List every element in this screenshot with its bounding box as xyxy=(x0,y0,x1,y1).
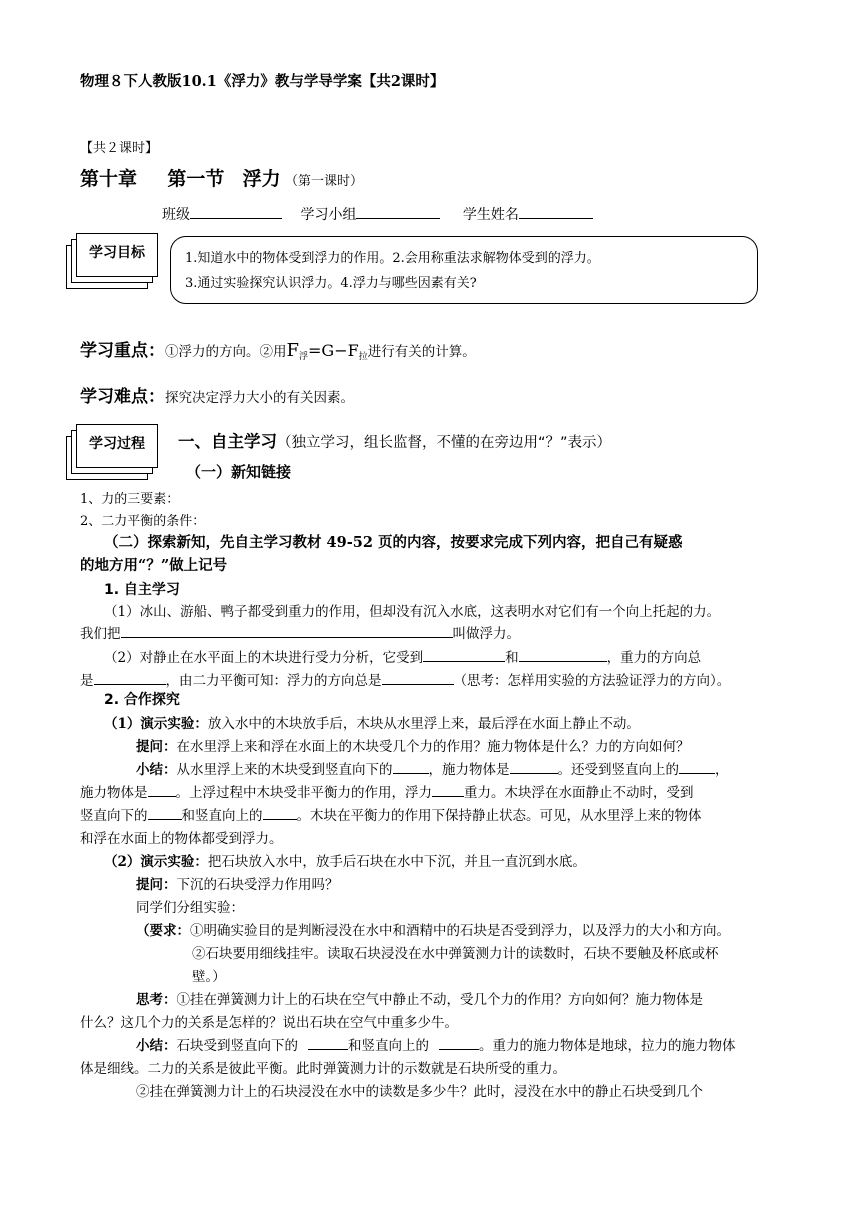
goals-label: 学习目标 xyxy=(89,245,145,261)
experiment-1-text: 放入水中的木块放手后，木块从水里浮上来，最后浮在水面上静止不动。 xyxy=(207,716,640,732)
review-q1: 1、力的三要素： xyxy=(80,492,180,507)
summary-1-label: 小结： xyxy=(136,762,177,778)
gravity-direction-blank[interactable] xyxy=(94,670,166,685)
summary-1-line1 xyxy=(136,758,729,778)
requirement-2: ②石块要用细线挂牢。读取石块浸没在水中弹簧测力计的读数时，石块不要触及杯底或杯 xyxy=(192,946,719,962)
summary-2-label: 小结： xyxy=(136,1038,177,1054)
class-label: 班级 xyxy=(162,207,190,223)
chapter-number: 第十章 xyxy=(80,168,138,190)
p2b-pre: 是 xyxy=(80,673,94,689)
s1-blank-6[interactable] xyxy=(148,805,182,820)
class-blank[interactable] xyxy=(190,204,282,219)
requirement-1: ①明确实验目的是判断浸没在水中和酒精中的石块是否受到浮力，以及浮力的大小和方向。 xyxy=(190,923,730,939)
p2-post: ，重力的方向总 xyxy=(606,650,702,666)
question-1-text: 在水里浮上来和浮在水面上的木块受几个力的作用？施力物体是什么？力的方向如何？ xyxy=(176,739,690,755)
think-1 xyxy=(136,988,703,1008)
student-info-fields xyxy=(162,204,593,224)
s2-blank-1[interactable] xyxy=(308,1035,348,1050)
p2-mid: 和 xyxy=(505,650,519,666)
self-study-p2-line2 xyxy=(80,669,730,689)
requirements-label: （要求： xyxy=(136,923,190,939)
s1-j: 。木块在平衡力的作用下保持静止状态。可见，从水里浮上来的物体 xyxy=(296,808,702,824)
formula-mid: =G−F xyxy=(308,341,359,360)
s1-a: 从水里浮上来的木块受到竖直向下的 xyxy=(176,762,393,778)
force-blank-2[interactable] xyxy=(519,647,607,662)
s2-a: 石块受到竖直向下的 xyxy=(176,1038,298,1054)
s2-b: 和竖直向上的 xyxy=(348,1038,429,1054)
s1-blank-1[interactable] xyxy=(393,759,429,774)
s1-blank-2[interactable] xyxy=(510,759,558,774)
experiment-1-label: （1）演示实验： xyxy=(104,716,208,732)
question-2 xyxy=(136,873,339,893)
section-topic: 浮力 xyxy=(242,168,281,190)
key-points-text-end: 进行有关的计算。 xyxy=(367,344,476,360)
p2b-mid: ，由二力平衡可知：浮力的方向总是 xyxy=(165,673,382,689)
formula-sub-pull: 拉 xyxy=(358,352,368,362)
s1-g: 重力。木块浮在水面静止不动时，受到 xyxy=(464,785,694,801)
p1-pre: 我们把 xyxy=(80,626,121,642)
review-q2: 2、二力平衡的条件： xyxy=(80,514,206,529)
key-points-text: ①浮力的方向。②用 xyxy=(165,344,287,360)
self-study-title: 1. 自主学习 xyxy=(104,582,180,598)
experiment-2-text: 把石块放入水中，放手后石块在水中下沉，并且一直沉到水底。 xyxy=(207,854,586,870)
key-points-label: 学习重点： xyxy=(80,341,165,361)
buoyancy-direction-blank[interactable] xyxy=(382,670,454,685)
heading-note: （独立学习，组长监督，不懂的在旁边用“？”表示） xyxy=(277,435,612,451)
think-1-text: ①挂在弹簧测力计上的石块在空气中静止不动，受几个力的作用？方向如何？施力物体是 xyxy=(176,992,703,1008)
p1-post: 叫做浮力。 xyxy=(452,626,520,642)
buoyancy-definition-blank[interactable] xyxy=(121,623,453,638)
s1-blank-7[interactable] xyxy=(263,805,297,820)
experiment-2 xyxy=(104,850,586,870)
requirements-line1 xyxy=(136,919,730,939)
summary-1-line2 xyxy=(80,781,694,801)
difficulty-text: 探究决定浮力大小的有关因素。 xyxy=(165,390,354,406)
name-label: 学生姓名 xyxy=(462,207,519,223)
section-number: 第一节 xyxy=(167,168,225,190)
question-2-text: 下沉的石块受浮力作用吗？ xyxy=(176,877,339,893)
process-label: 学习过程 xyxy=(89,436,145,452)
summary-2-line1 xyxy=(136,1034,736,1054)
explore-line-1: （二）探索新知，先自主学习教材 49-52 页的内容，按要求完成下列内容，把自己有疑惑 xyxy=(104,534,683,551)
summary-1-line3 xyxy=(80,804,702,824)
group-blank[interactable] xyxy=(356,204,440,219)
summary-1-line4: 和浮在水面上的物体都受到浮力。 xyxy=(80,831,283,847)
chapter-heading xyxy=(80,164,363,191)
s1-c: 。还受到竖直向上的 xyxy=(557,762,679,778)
group-label: 学习小组 xyxy=(300,207,357,223)
difficulty-label: 学习难点： xyxy=(80,387,165,407)
force-blank-1[interactable] xyxy=(423,647,505,662)
s2-blank-2[interactable] xyxy=(439,1035,479,1050)
lesson-tag: 【共２课时】 xyxy=(80,141,159,156)
s1-i: 和竖直向上的 xyxy=(181,808,263,824)
self-study-p1-line2 xyxy=(80,622,520,642)
s1-blank-4[interactable] xyxy=(148,782,176,797)
s1-blank-5[interactable] xyxy=(432,782,464,797)
s1-e: 施力物体是 xyxy=(80,785,148,801)
p2-pre: （2）对静止在水平面上的木块进行受力分析，它受到 xyxy=(104,650,424,666)
heading-main: 一、自主学习 xyxy=(178,432,277,451)
self-study-heading xyxy=(178,428,611,452)
question-1-label: 提问： xyxy=(136,739,177,755)
name-blank[interactable] xyxy=(519,204,593,219)
self-study-p2-line1 xyxy=(104,646,701,666)
question-1 xyxy=(136,735,690,755)
requirement-2-end: 壁。） xyxy=(192,969,226,985)
coop-title: 2. 合作探究 xyxy=(104,692,180,708)
experiment-2-label: （2）演示实验： xyxy=(104,854,208,870)
s1-blank-3[interactable] xyxy=(679,759,715,774)
think-label: 思考： xyxy=(136,992,177,1008)
goal-line-1: 1.知道水中的物体受到浮力的作用。2.会用称重法求解物体受到的浮力。 xyxy=(185,251,600,266)
document-title: 物理８下人教版10.1《浮力》教与学导学案【共2课时】 xyxy=(80,73,445,90)
goals-box xyxy=(170,236,758,304)
goal-line-2: 3.通过实验探究认识浮力。4.浮力与哪些因素有关? xyxy=(185,276,477,291)
p2b-post: （思考：怎样用实验的方法验证浮力的方向）。 xyxy=(453,673,731,689)
group-experiment: 同学们分组实验： xyxy=(136,900,244,916)
think-2: ②挂在弹簧测力计上的石块浸没在水中的读数是多少牛？此时，浸没在水中的静止石块受到几个 xyxy=(136,1084,703,1100)
experiment-1 xyxy=(104,712,640,732)
s1-f: 。上浮过程中木块受非平衡力的作用，浮力 xyxy=(175,785,432,801)
s2-c: 。重力的施力物体是地球，拉力的施力物体 xyxy=(479,1038,736,1054)
key-points xyxy=(80,336,476,362)
question-2-label: 提问： xyxy=(136,877,177,893)
s1-d: ， xyxy=(715,762,729,778)
s1-h: 竖直向下的 xyxy=(80,808,148,824)
summary-2-line2: 体是细线。二力的关系是彼此平衡。此时弹簧测力计的示数就是石块所受的重力。 xyxy=(80,1061,566,1077)
formula-f: F xyxy=(286,340,299,361)
lesson-note: （第一课时） xyxy=(284,174,363,189)
s1-b: ，施力物体是 xyxy=(428,762,510,778)
difficulty xyxy=(80,382,354,407)
explore-line-2: 的地方用“？”做上记号 xyxy=(80,557,228,574)
new-knowledge-link: （一）新知链接 xyxy=(186,463,292,481)
self-study-p1-line1: （1）冰山、游船、鸭子都受到重力的作用，但却没有沉入水底，这表明水对它们有一个向上托起的力。 xyxy=(104,604,721,620)
think-1-line2: 什么？这几个力的关系是怎样的？说出石块在空气中重多少牛。 xyxy=(80,1015,458,1031)
formula-sub-float: 浮 xyxy=(299,352,309,362)
